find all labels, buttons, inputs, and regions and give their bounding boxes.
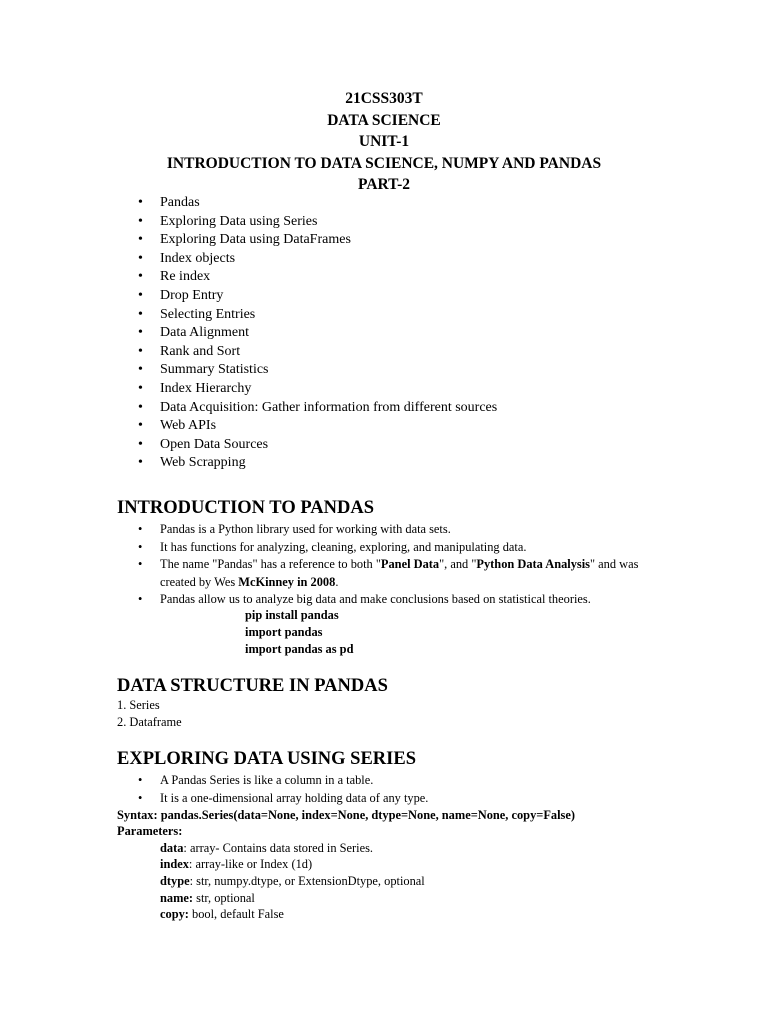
- emphasis-text: Panel Data: [380, 557, 440, 571]
- text-span: The name "Pandas" has a reference to both ": [160, 557, 381, 571]
- course-code: 21CSS303T: [345, 90, 423, 107]
- list-item: • Summary Statistics: [160, 361, 497, 380]
- list-item: • It has functions for analyzing, cleaning, exploring, and manipulating data.: [160, 539, 660, 557]
- document-header: [0, 88, 768, 196]
- syntax-line: Syntax: pandas.Series(data=None, index=None, dtype=None, name=None, copy=False): [117, 808, 575, 822]
- text-span: " and was created by Wes: [160, 557, 639, 589]
- text-span: ", and ": [439, 557, 477, 571]
- list-item: • Data Alignment: [160, 324, 497, 343]
- subject-title: DATA SCIENCE: [327, 111, 441, 129]
- series-bullets: [160, 772, 660, 807]
- intro-heading: INTRODUCTION TO PANDAS: [117, 498, 374, 518]
- list-item: • Exploring Data using DataFrames: [160, 231, 497, 250]
- parameter-name: index: [160, 857, 189, 871]
- structure-heading: DATA STRUCTURE IN PANDAS: [117, 676, 388, 696]
- list-item: • It is a one-dimensional array holding data of any type.: [160, 790, 660, 808]
- code-line: import pandas: [245, 625, 323, 639]
- list-item: • Selecting Entries: [160, 306, 497, 325]
- code-line: pip install pandas: [245, 608, 339, 622]
- unit-title: UNIT-1: [358, 133, 410, 150]
- parameter-desc: : array- Contains data stored in Series.: [183, 841, 374, 855]
- code-line: import pandas as pd: [245, 642, 354, 656]
- emphasis-text: McKinney in 2008: [238, 574, 336, 589]
- parameter-desc: bool, default False: [188, 907, 284, 921]
- list-item: • Web APIs: [160, 417, 497, 436]
- list-item: • Pandas: [160, 194, 497, 213]
- list-item: • Pandas is a Python library used for working with data sets.: [160, 521, 660, 539]
- emphasis-text: Python Data Analysis: [476, 557, 591, 571]
- topics-list: [160, 194, 497, 473]
- list-item: • Open Data Sources: [160, 436, 497, 455]
- unit-topic-title: INTRODUCTION TO DATA SCIENCE, NUMPY AND PANDAS: [166, 154, 602, 172]
- parameter-name: data: [160, 841, 184, 855]
- list-item: • Pandas allow us to analyze big data and make conclusions based on statistical theories.: [160, 591, 660, 609]
- list-item: 2. Dataframe: [117, 715, 182, 729]
- parameter-name: copy:: [160, 907, 189, 921]
- list-item: • Exploring Data using Series: [160, 213, 497, 232]
- series-heading: EXPLORING DATA USING SERIES: [117, 749, 416, 769]
- list-item: • Index objects: [160, 250, 497, 269]
- parameter-desc: str, optional: [193, 891, 255, 905]
- list-item: [160, 556, 660, 591]
- parameter-name: dtype: [160, 874, 190, 888]
- text-span: .: [335, 574, 339, 589]
- part-title: PART-2: [358, 176, 410, 193]
- list-item: • Index Hierarchy: [160, 380, 497, 399]
- parameter-row: [160, 890, 255, 907]
- parameter-desc: : array-like or Index (1d): [188, 857, 313, 871]
- list-item: • Re index: [160, 268, 497, 287]
- list-item: • Drop Entry: [160, 287, 497, 306]
- list-item: • Data Acquisition: Gather information from different sources: [160, 399, 497, 418]
- parameter-name: name:: [160, 891, 194, 905]
- list-item: • Rank and Sort: [160, 343, 497, 362]
- parameter-row: [160, 840, 373, 857]
- parameter-row: [160, 906, 284, 923]
- list-item: 1. Series: [117, 698, 160, 712]
- parameter-row: [160, 873, 425, 890]
- intro-bullets: [160, 521, 660, 609]
- list-item: • Web Scrapping: [160, 454, 497, 473]
- list-item: • A Pandas Series is like a column in a table.: [160, 772, 660, 790]
- parameters-label: Parameters:: [117, 824, 183, 838]
- parameter-desc: : str, numpy.dtype, or ExtensionDtype, optional: [189, 874, 425, 888]
- parameter-row: [160, 856, 312, 873]
